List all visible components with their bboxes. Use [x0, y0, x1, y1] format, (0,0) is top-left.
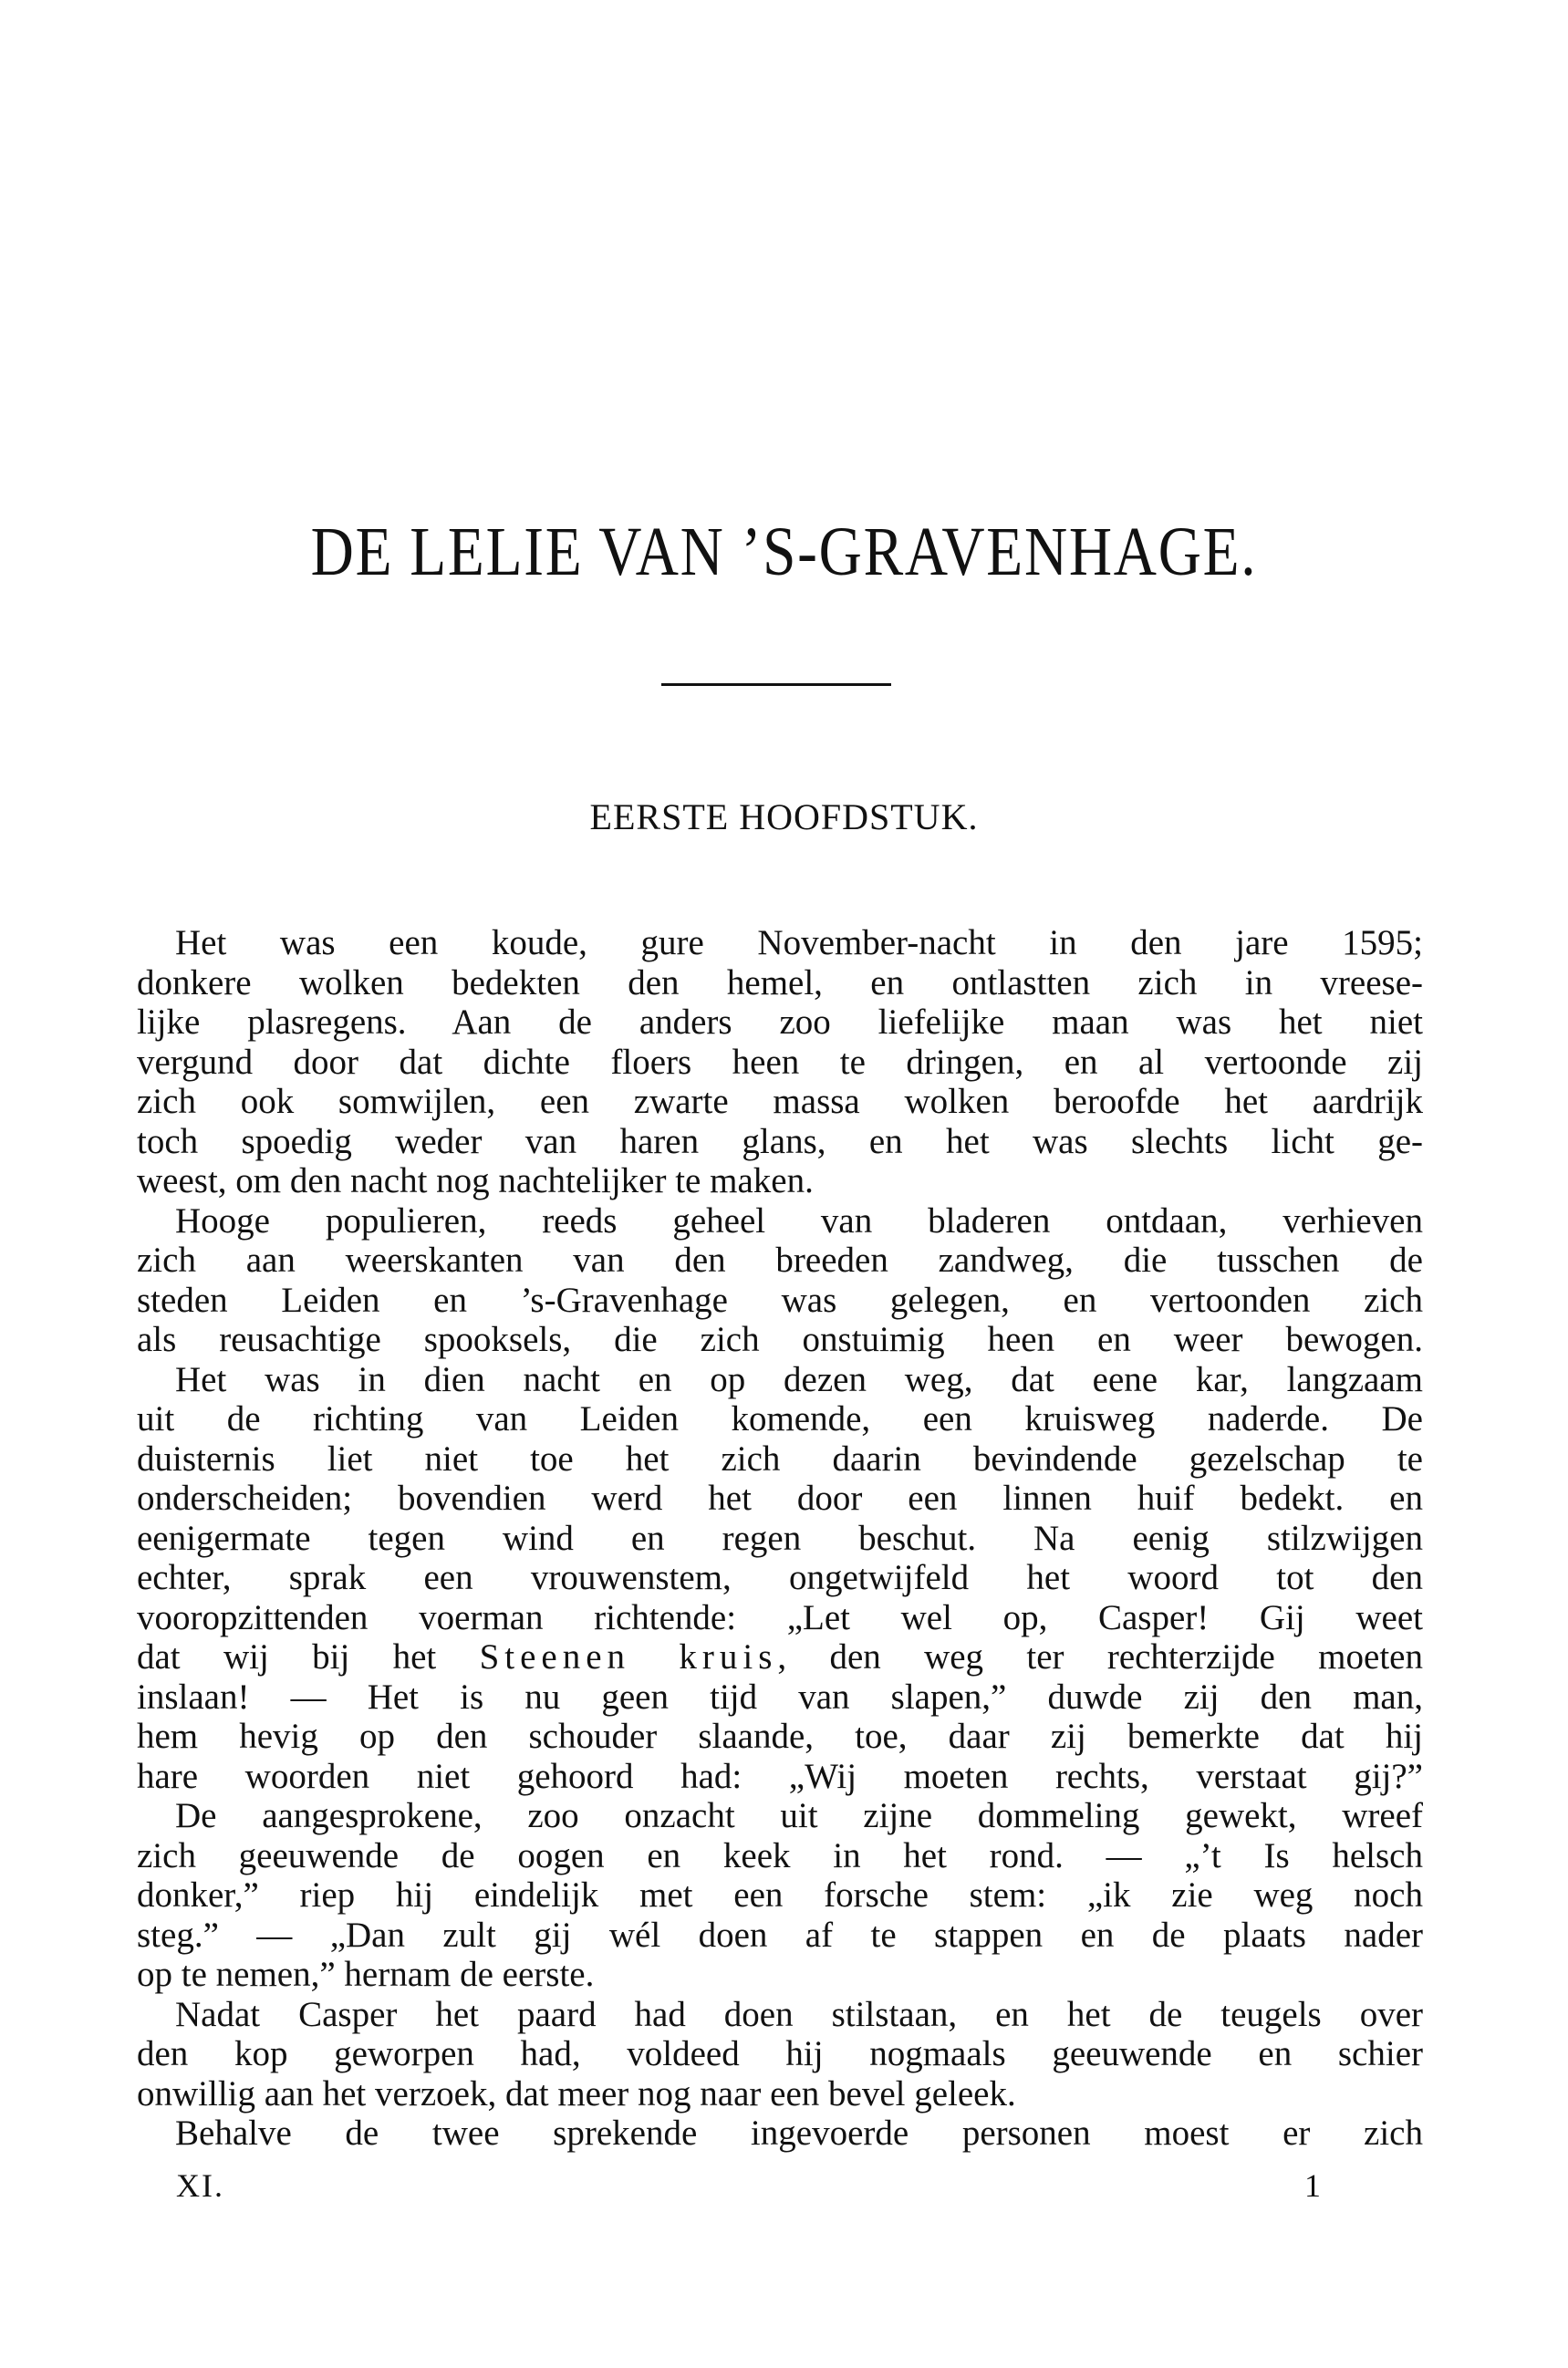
book-title: DE LELIE VAN ’S-GRAVENHAGE.	[310, 514, 1258, 590]
text-line: hem hevig op den schouder slaande, toe, daar zij bemerkte dat hij	[137, 1717, 1423, 1756]
text-line: duisternis liet niet toe het zich daarin bevindende gezelschap te	[137, 1438, 1423, 1479]
text-line: Behalve de twee sprekende ingevoerde personen moest er zich	[175, 2114, 1423, 2153]
text-line: onderscheiden; bovendien werd het door een linnen huif bedekt. en	[137, 1479, 1423, 1518]
text-line: zich ook somwijlen, een zwarte massa wolken beroofde het aardrijk	[137, 1082, 1423, 1121]
text-line: Het was in dien nacht en op dezen weg, dat eene kar, langzaam	[175, 1359, 1423, 1399]
spaced-emphasis: Steenen kruis	[479, 1637, 778, 1677]
text-line: donker,” riep hij eindelijk met een forsche stem: „ik zie weg noch	[137, 1875, 1423, 1915]
text-line: uit de richting van Leiden komende, een kruisweg naderde. De	[137, 1399, 1423, 1438]
text-line: donkere wolken bedekten den hemel, en ontlastten zich in vreese-	[137, 962, 1423, 1002]
text-line: onwillig aan het verzoek, dat meer nog naar een bevel geleek.	[137, 2073, 1016, 2114]
body-text	[137, 923, 1423, 2154]
text-line: weest, om den nacht nog nachtelijker te maken.	[137, 1161, 814, 1200]
text-line: Hooge populieren, reeds geheel van bladeren ontdaan, verhieven	[175, 1200, 1423, 1241]
chapter-heading: EERSTE HOOFDSTUK.	[589, 796, 979, 837]
text-line	[137, 1637, 1423, 1677]
text-line: steg.” — „Dan zult gij wél doen af te stappen en de plaats nader	[137, 1915, 1423, 1955]
text-line: zich geeuwende de oogen en keek in het rond. — „’t Is helsch	[137, 1835, 1423, 1875]
text-line: steden Leiden en ’s-Gravenhage was gelegen, en vertoonden zich	[137, 1280, 1423, 1320]
page-number: 1	[1304, 2167, 1321, 2204]
text-line: Nadat Casper het paard had doen stilstaan, en het de teugels over	[175, 1994, 1423, 2034]
text-line: De aangesprokene, zoo onzacht uit zijne dommeling gewekt, wreef	[175, 1796, 1423, 1835]
text-line: zich aan weerskanten van den breeden zandweg, die tusschen de	[137, 1241, 1423, 1280]
text-line: op te nemen,” hernam de eerste.	[137, 1955, 595, 1994]
text-line: inslaan! — Het is nu geen tijd van slapen,” duwde zij den man,	[137, 1677, 1423, 1717]
text-line: Het was een koude, gure November-nacht in den jare 1595;	[175, 923, 1423, 962]
text-line: toch spoedig weder van haren glans, en het was slechts licht ge-	[137, 1121, 1423, 1161]
text-line: lijke plasregens. Aan de anders zoo liefelijke maan was het niet	[137, 1002, 1423, 1042]
signature-mark: XI.	[176, 2167, 224, 2204]
title-divider	[661, 683, 891, 686]
text-line: vooropzittenden voerman richtende: „Let wel op, Casper! Gij weet	[137, 1597, 1423, 1637]
text-segment: , den weg ter rechterzijde moeten	[777, 1637, 1423, 1677]
text-line: echter, sprak een vrouwenstem, ongetwijfeld het woord tot den	[137, 1558, 1423, 1597]
text-line: vergund door dat dichte floers heen te dringen, en al vertoonde zij	[137, 1042, 1423, 1082]
text-segment: dat wij bij het	[137, 1637, 437, 1677]
text-line: den kop geworpen had, voldeed hij nogmaals geeuwende en schier	[137, 2034, 1423, 2073]
text-line: eenigermate tegen wind en regen beschut. Na eenig stilzwijgen	[137, 1518, 1423, 1558]
text-line: als reusachtige spooksels, die zich onstuimig heen en weer bewogen.	[137, 1320, 1423, 1359]
text-line: hare woorden niet gehoord had: „Wij moeten rechts, verstaat gij?”	[137, 1756, 1423, 1796]
